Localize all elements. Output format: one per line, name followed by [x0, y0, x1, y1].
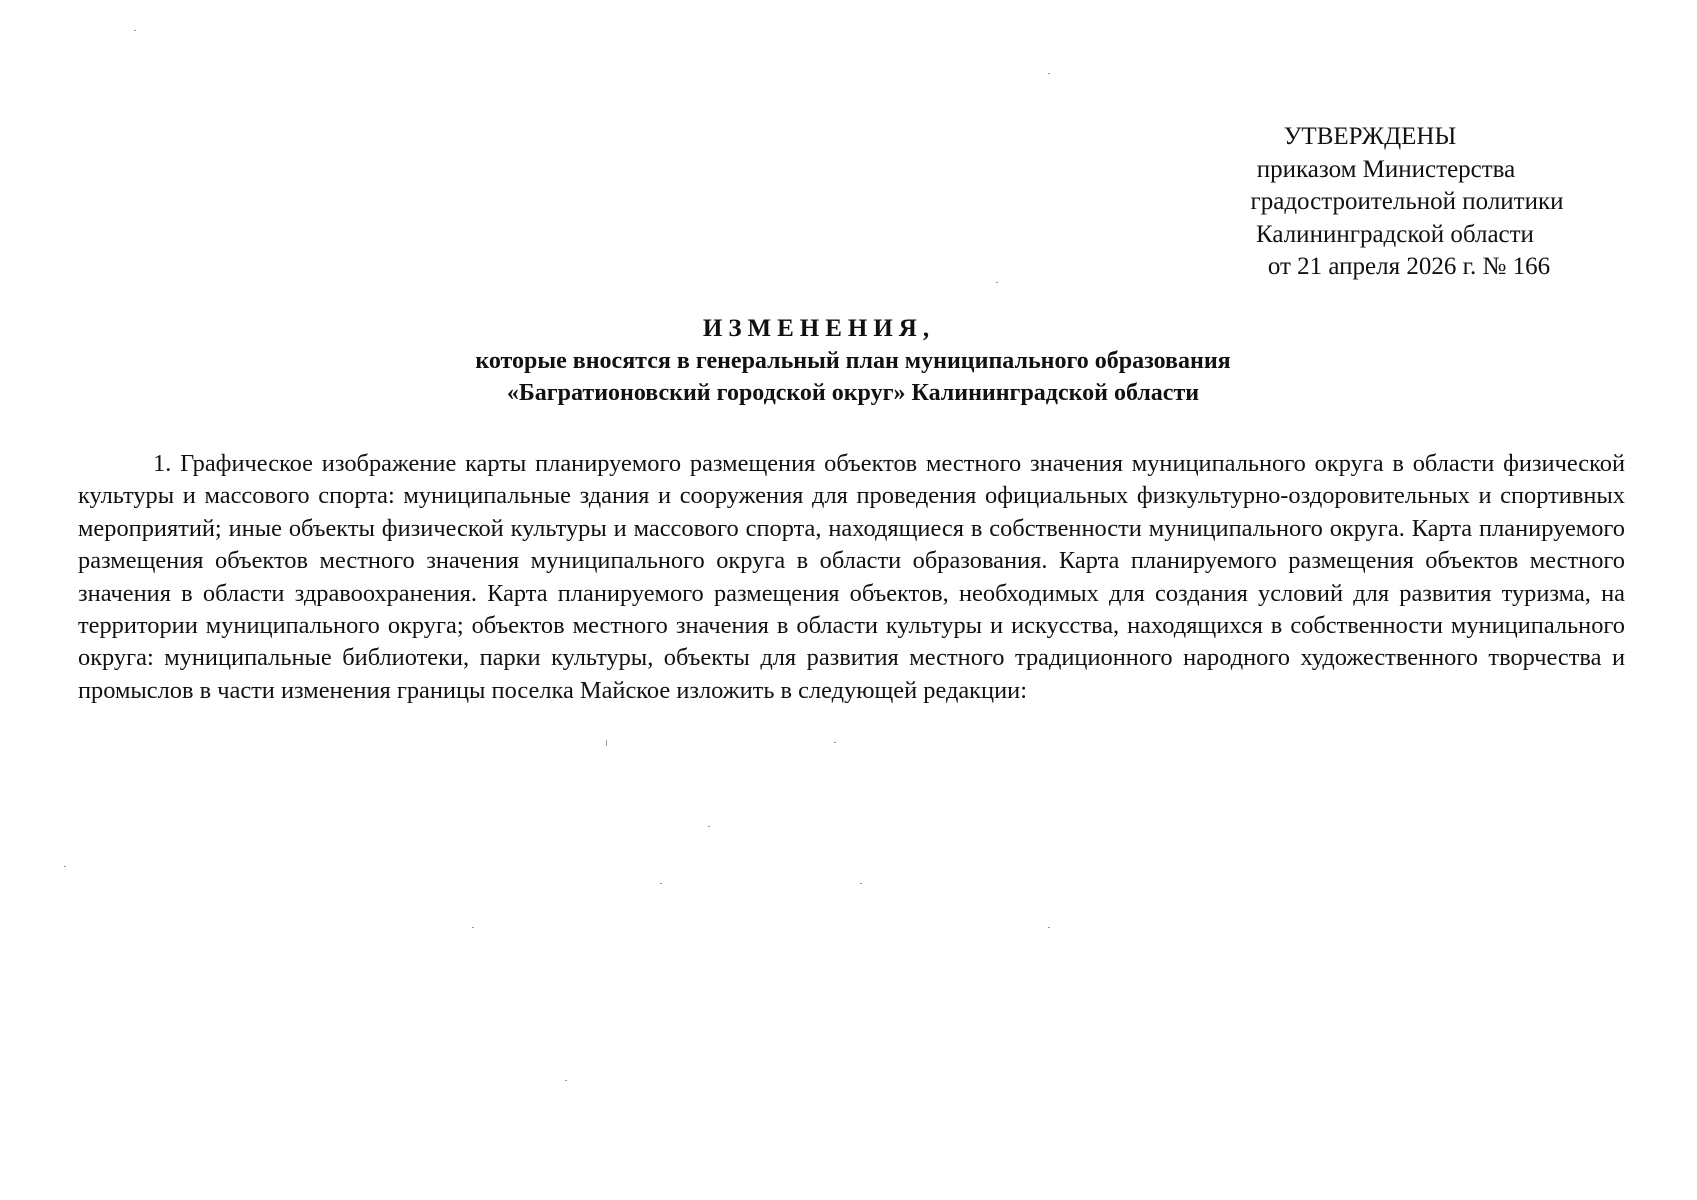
document-body: [78, 448, 1625, 707]
body-paragraph: 1. Графическое изображение карты планируемого размещения объектов местного значения муниципального округа в области физической культуры и массового спорта: муниципальные здания и сооружения для проведения официальных физкультурно-оздоровительных и спортивных мероприятий; иные объекты физической культуры и массового спорта, находящиеся в собственности муниципального округа. Карта планируемого размещения объектов местного значения муниципального округа в области образования. Карта планируемого размещения объектов местного значения в области здравоохранения. Карта планируемого размещения объектов, необходимых для создания условий для развития туризма, на территории муниципального округа; объектов местного значения в области культуры и искусства, находящихся в собственности муниципального округа: муниципальные библиотеки, парки культуры, объекты для развития местного традиционного народного художественного творчества и промыслов в части изменения границы поселка Майское изложить в следующей редакции:: [78, 450, 1625, 704]
scan-speck: [708, 826, 710, 827]
document-subtitle: «Багратионовский городской округ» Калининградской области: [506, 380, 1200, 406]
document-subtitle: которые вносятся в генеральный план муниципального образования: [475, 348, 1231, 374]
document-title: ИЗМЕНЕНИЯ,: [702, 315, 936, 342]
scan-speck: [565, 1080, 567, 1081]
scan-speck: [134, 30, 136, 31]
approval-line: приказом Министерства: [1256, 155, 1516, 183]
approval-line: градостроительной политики: [1250, 188, 1564, 215]
scan-speck: [834, 742, 836, 743]
scan-speck: [64, 866, 66, 867]
approval-date-number: от 21 апреля 2026 г. № 166: [1267, 253, 1551, 280]
approval-title: УТВЕРЖДЕНЫ: [1283, 123, 1457, 150]
document-heading: [78, 313, 1628, 409]
scan-speck: [1048, 73, 1050, 74]
scan-speck: [860, 883, 862, 884]
scan-speck: [996, 282, 998, 283]
approval-stamp: [1180, 121, 1650, 284]
scan-speck: [472, 927, 474, 928]
scan-speck: [606, 740, 607, 746]
scan-speck: [1048, 927, 1050, 928]
scan-speck: [660, 883, 662, 884]
approval-line: Калининградской области: [1256, 220, 1534, 248]
